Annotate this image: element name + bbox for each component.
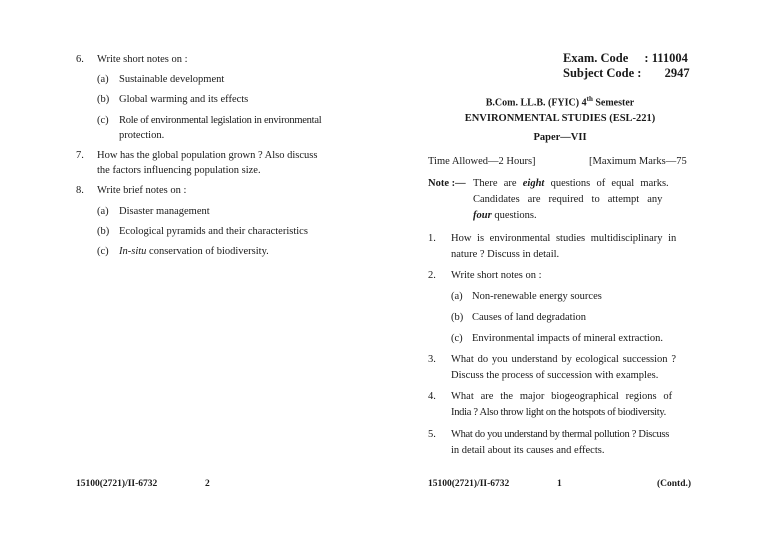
instructions-note (428, 176, 692, 226)
subject-code (563, 66, 690, 81)
question-2-a (451, 289, 691, 305)
maximum-marks: [Maximum Marks—75 (589, 156, 687, 167)
note-emphasis: eight (522, 178, 545, 189)
question-text: Write short notes on : (451, 270, 542, 281)
question-5 (428, 427, 692, 459)
note-emphasis: four (473, 210, 492, 221)
question-text-continued: the factors influencing population size. (97, 165, 261, 176)
question-text: How has the global population grown ? Also discuss (97, 150, 318, 161)
sub-text-rest: conservation of biodiversity. (146, 246, 269, 257)
course-semester: Semester (592, 97, 635, 109)
exam-code-separator: : (644, 51, 649, 65)
question-text-continued: India ? Also throw light on the hotspots of biodiversity. (451, 407, 666, 418)
question-2-c (451, 331, 691, 347)
paper-number: Paper—VII (533, 132, 587, 143)
subject-title: ENVIRONMENTAL STUDIES (ESL-221) (464, 113, 656, 124)
question-6 (76, 52, 342, 72)
sub-label: (b) (451, 312, 464, 323)
sub-text-continued: protection. (119, 130, 165, 141)
question-number: 2. (428, 270, 436, 281)
time-allowed: Time Allowed—2 Hours] (428, 156, 536, 167)
question-text: What do you understand by thermal pollution ? Discuss (451, 429, 669, 440)
question-6-a (97, 72, 342, 88)
question-text: How is environmental studies multidisciplinary in (451, 233, 677, 244)
question-2 (428, 268, 692, 284)
sub-text: Disaster management (119, 206, 210, 217)
question-8 (76, 183, 342, 199)
subject-code-label: Subject Code : (563, 66, 642, 80)
course-ordinal-suffix: th (586, 95, 593, 103)
question-text-continued: in detail about its causes and effects. (451, 445, 605, 456)
question-text-continued: Discuss the process of succession with examples. (451, 370, 659, 381)
sub-label: (a) (97, 74, 109, 85)
question-text: Write short notes on : (97, 54, 188, 65)
sub-text: Ecological pyramids and their characteristics (119, 226, 308, 237)
question-1 (428, 231, 692, 263)
subject-code-value: 2947 (664, 66, 690, 80)
question-6-b (97, 92, 342, 108)
note-line-1 (473, 176, 692, 192)
sub-text: Sustainable development (119, 74, 225, 85)
sub-text (119, 244, 269, 260)
question-number: 8. (76, 185, 84, 196)
footer-continued: (Contd.) (657, 479, 692, 489)
exam-code-label: Exam. Code (563, 51, 629, 65)
note-text: questions. (491, 210, 537, 221)
sub-label: (b) (97, 226, 110, 237)
question-number: 6. (76, 54, 84, 65)
note-line-3 (473, 208, 537, 224)
sub-label: (c) (451, 333, 463, 344)
question-number: 3. (428, 354, 436, 365)
sub-label: (a) (97, 206, 109, 217)
question-8-c (97, 244, 342, 260)
question-8-b (97, 224, 342, 240)
question-text: What do you understand by ecological succession ? (451, 354, 677, 365)
question-number: 7. (76, 150, 84, 161)
sub-text: Causes of land degradation (472, 312, 587, 323)
note-text: questions of equal marks. (544, 178, 669, 189)
course-title (428, 95, 692, 108)
exam-code (563, 51, 688, 66)
footer-paper-code: 15100(2721)/II-6732 (428, 479, 510, 489)
note-text: There are (473, 178, 523, 189)
sub-label: (a) (451, 291, 463, 302)
sub-label: (b) (97, 94, 110, 105)
question-4 (428, 389, 692, 421)
note-label: Note :— (428, 178, 466, 189)
question-number: 1. (428, 233, 436, 244)
exam-code-value: 111004 (651, 51, 688, 65)
sub-text: Global warming and its effects (119, 94, 249, 105)
question-3 (428, 352, 692, 384)
question-8-a (97, 204, 342, 220)
question-number: 5. (428, 429, 436, 440)
page-1 (384, 0, 768, 543)
question-6-c (97, 113, 347, 145)
footer-page-number: 1 (557, 479, 562, 489)
footer-paper-code: 15100(2721)/II-6732 (76, 479, 158, 489)
course-name: B.Com. LL.B. (FYIC) 4 (485, 97, 587, 109)
sub-text: Non-renewable energy sources (472, 291, 602, 302)
question-7 (76, 148, 346, 180)
footer-page-number: 2 (205, 479, 210, 489)
note-line-2: Candidates are required to attempt any (473, 194, 663, 205)
question-text: What are the major biogeographical regions of (451, 391, 673, 402)
sub-label: (c) (97, 115, 109, 126)
sub-text: Role of environmental legislation in environmental (119, 115, 322, 126)
sub-label: (c) (97, 246, 109, 257)
sub-text: Environmental impacts of mineral extraction. (472, 333, 663, 344)
question-text-continued: nature ? Discuss in detail. (451, 249, 560, 260)
sub-text-italic: In-situ (119, 246, 147, 257)
question-2-b (451, 310, 691, 326)
question-text: Write brief notes on : (97, 185, 187, 196)
question-number: 4. (428, 391, 436, 402)
